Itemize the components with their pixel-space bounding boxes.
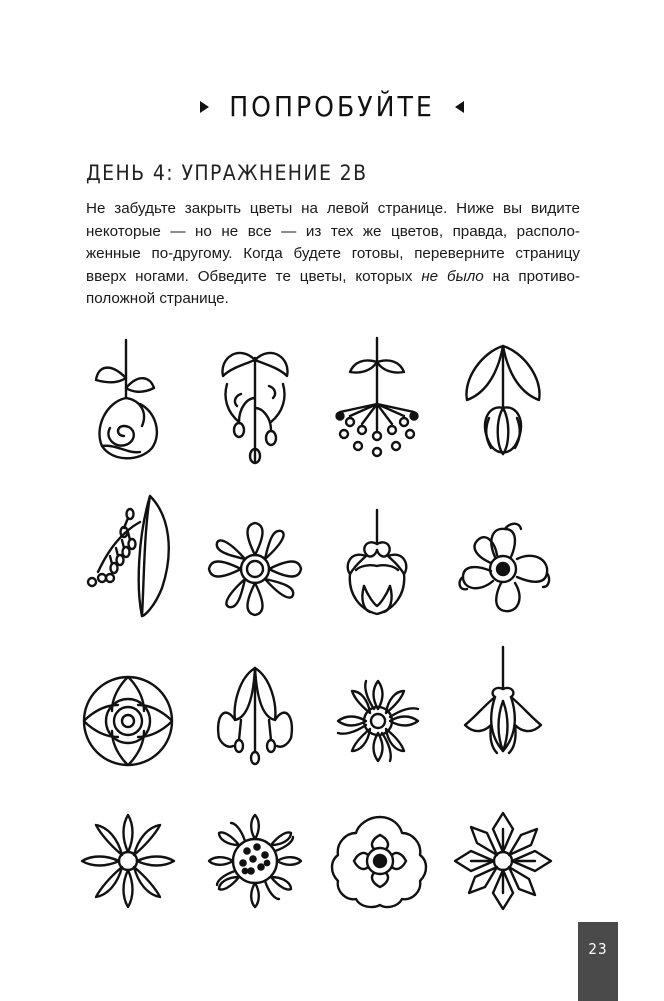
hanging-bell-flower-icon — [455, 640, 555, 770]
line4-before: вверх ногами. Обведите те цветы, которых — [86, 267, 422, 285]
daisy-wheel-icon — [205, 504, 305, 634]
page-number: 23 — [578, 922, 618, 1001]
wild-rose-icon — [455, 504, 555, 634]
chrysanthemum-icon — [330, 656, 430, 786]
sunflower-icon — [205, 796, 305, 926]
line4-after: на противо- — [483, 267, 581, 285]
emphasis-text: не было — [421, 267, 484, 285]
scalloped-flower-icon — [330, 796, 430, 926]
hanging-rose-icon — [80, 338, 180, 468]
paragraph-line: женные по-другому. Когда будете готовы, переверните страницу — [86, 245, 580, 263]
section-heading: ДЕНЬ 4: УПРАЖНЕНИЕ 2В — [86, 161, 368, 185]
paragraph-line: Не забудьте закрыть цветы на левой странице. Ниже вы видите — [86, 200, 580, 217]
lotus-star-icon — [455, 796, 555, 926]
paragraph-line: положной странице. — [86, 290, 229, 308]
title-text: ПОПРОБУЙТЕ — [229, 90, 435, 123]
umbel-flower-icon — [330, 338, 430, 468]
paragraph-line: некоторые — но не все — из тех же цветов, правда, располо- — [86, 222, 580, 240]
daisy-icon — [80, 796, 180, 926]
four-petal-flower-icon — [80, 656, 180, 786]
snowdrop-icon — [205, 654, 305, 784]
bud-branch-icon — [205, 338, 305, 468]
fuchsia-icon — [330, 500, 430, 630]
tulip-icon — [455, 338, 555, 468]
lily-of-the-valley-icon — [80, 492, 180, 622]
